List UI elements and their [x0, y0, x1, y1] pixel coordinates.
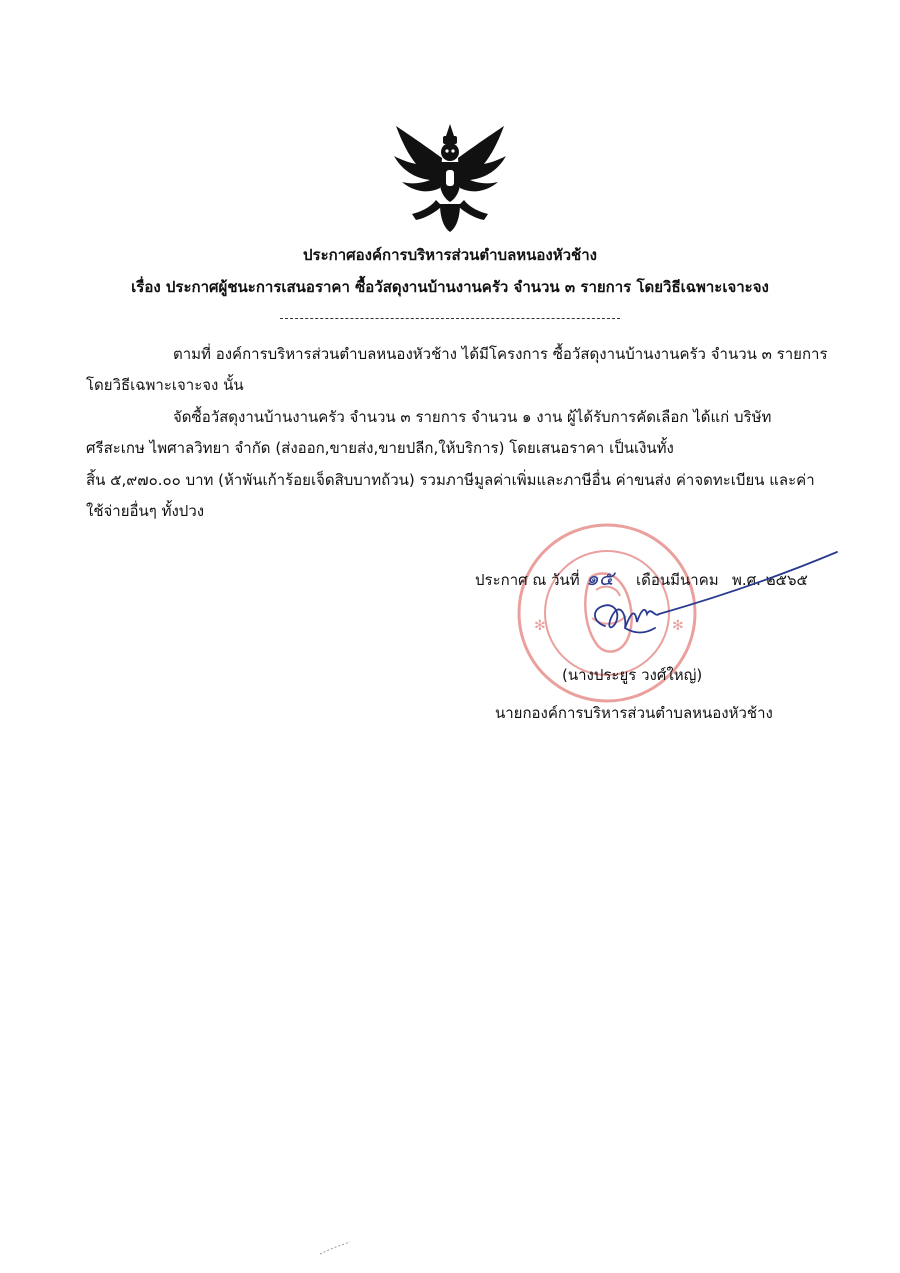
- handwritten-signature: [575, 548, 845, 648]
- paragraph-1-line-1: ตามที่ องค์การบริหารส่วนตำบลหนองหัวช้าง ได้มีโครงการ ซื้อวัสดุงานบ้านงานครัว จำนวน ๓ รายการ: [173, 345, 828, 363]
- dateline-day: ๑๕: [586, 566, 614, 590]
- svg-text:✻: ✻: [534, 618, 546, 634]
- svg-text:✻: ✻: [672, 618, 684, 634]
- announcement-subject: เรื่อง ประกาศผู้ชนะการเสนอราคา ซื้อวัสดุงานบ้านงานครัว จำนวน ๓ รายการ โดยวิธีเฉพาะเจาะจง: [131, 278, 769, 296]
- paragraph-2-line-3: สิ้น ๕,๙๗๐.๐๐ บาท (ห้าพันเก้าร้อยเจ็ดสิบบาทถ้วน) รวมภาษีมูลค่าเพิ่มและภาษีอื่น ค่าขนส่ง ค่าจดทะเบียน และค่า: [86, 471, 815, 489]
- dateline-year: พ.ศ. ๒๕๖๕: [732, 571, 808, 589]
- garuda-emblem-icon: [390, 122, 510, 234]
- signatory-name: (นางประยูร วงศ์ใหญ่): [562, 666, 703, 684]
- title-divider: [280, 318, 620, 319]
- signatory-position: นายกองค์การบริหารส่วนตำบลหนองหัวช้าง: [495, 704, 773, 722]
- announcement-title: ประกาศองค์การบริหารส่วนตำบลหนองหัวช้าง: [303, 246, 597, 264]
- dateline-prefix: ประกาศ ณ วันที่: [475, 571, 580, 589]
- paragraph-2-line-4: ใช้จ่ายอื่นๆ ทั้งปวง: [86, 502, 205, 520]
- scan-mark: [318, 1240, 352, 1256]
- paragraph-1-line-2: โดยวิธีเฉพาะเจาะจง นั้น: [86, 376, 244, 394]
- dateline-month: เดือนมีนาคม: [636, 571, 719, 589]
- paragraph-2-line-2: ศรีสะเกษ ไพศาลวิทยา จำกัด (ส่งออก,ขายส่ง,ขายปลีก,ให้บริการ) โดยเสนอราคา เป็นเงินทั้ง: [86, 439, 674, 457]
- paragraph-2-line-1: จัดซื้อวัสดุงานบ้านงานครัว จำนวน ๓ รายการ จำนวน ๑ งาน ผู้ได้รับการคัดเลือก ได้แก่ บริษัท: [173, 408, 772, 426]
